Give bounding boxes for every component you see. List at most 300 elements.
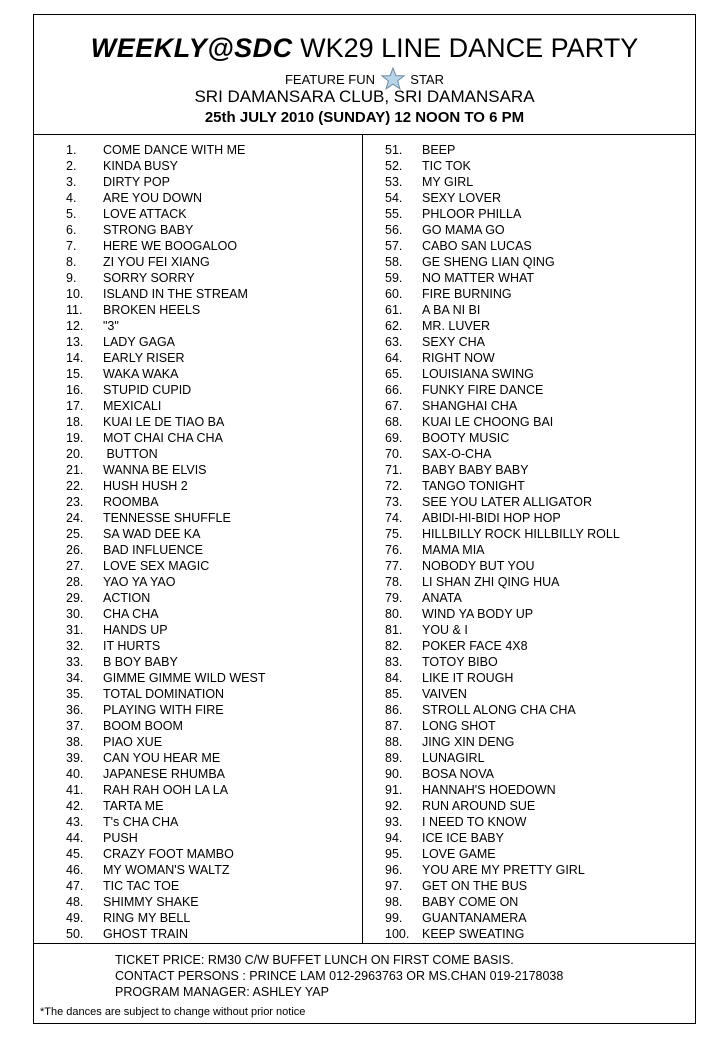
dance-number: 58. — [385, 255, 403, 269]
dance-title: FIRE BURNING — [422, 287, 512, 301]
dance-number: 39. — [66, 751, 84, 765]
list-item — [66, 430, 266, 446]
list-item — [385, 718, 620, 734]
dance-title: ISLAND IN THE STREAM — [103, 287, 248, 301]
dance-list-left — [66, 142, 266, 942]
list-item — [385, 686, 620, 702]
list-item — [385, 798, 620, 814]
list-item — [66, 318, 266, 334]
list-item — [66, 814, 266, 830]
list-item — [66, 238, 266, 254]
dance-number: 67. — [385, 399, 403, 413]
dance-title: SAX-O-CHA — [422, 447, 492, 461]
event-title: WK29 LINE DANCE PARTY — [292, 33, 639, 63]
dance-number: 65. — [385, 367, 403, 381]
list-item — [66, 158, 266, 174]
dance-title: WANNA BE ELVIS — [103, 463, 207, 477]
list-item — [385, 462, 620, 478]
list-item — [66, 590, 266, 606]
list-item — [66, 190, 266, 206]
dance-title: I NEED TO KNOW — [422, 815, 527, 829]
list-item — [385, 526, 620, 542]
dance-number: 45. — [66, 847, 84, 861]
dance-number: 95. — [385, 847, 403, 861]
list-item — [66, 382, 266, 398]
dance-title: MY WOMAN'S WALTZ — [103, 863, 230, 877]
dance-number: 12. — [66, 319, 84, 333]
dance-number: 84. — [385, 671, 403, 685]
list-item — [385, 814, 620, 830]
dance-number: 17. — [66, 399, 84, 413]
event-date: 25th JULY 2010 (SUNDAY) 12 NOON TO 6 PM — [204, 109, 525, 126]
list-item — [385, 254, 620, 270]
dance-number: 38. — [66, 735, 84, 749]
dance-number: 55. — [385, 207, 403, 221]
list-item — [385, 142, 620, 158]
dance-title: RUN AROUND SUE — [422, 799, 536, 813]
list-item — [385, 174, 620, 190]
dance-title: LOVE SEX MAGIC — [103, 559, 210, 573]
dance-title: GIMME GIMME WILD WEST — [103, 671, 266, 685]
dance-title: LADY GAGA — [103, 335, 176, 349]
list-item — [385, 238, 620, 254]
dance-number: 42. — [66, 799, 84, 813]
dance-title: LOVE GAME — [422, 847, 496, 861]
dance-title: ACTION — [103, 591, 151, 605]
dance-number: 63. — [385, 335, 403, 349]
list-item — [66, 574, 266, 590]
list-item — [66, 798, 266, 814]
dance-number: 40. — [66, 767, 84, 781]
dance-title: PIAO XUE — [103, 735, 163, 749]
dance-number: 78. — [385, 575, 403, 589]
list-item — [385, 222, 620, 238]
dance-title: ARE YOU DOWN — [103, 191, 203, 205]
list-item — [66, 734, 266, 750]
dance-number: 29. — [66, 591, 84, 605]
dance-title: TIC TAC TOE — [103, 879, 180, 893]
dance-number: 41. — [66, 783, 84, 797]
dance-number: 30. — [66, 607, 84, 621]
dance-number: 59. — [385, 271, 403, 285]
dance-number: 19. — [66, 431, 84, 445]
dance-number: 66. — [385, 383, 403, 397]
dance-number: 93. — [385, 815, 403, 829]
dance-number: 25. — [66, 527, 84, 541]
dance-number: 76. — [385, 543, 403, 557]
list-item — [66, 270, 266, 286]
dance-title: RIGHT NOW — [422, 351, 495, 365]
dance-title: DIRTY POP — [103, 175, 170, 189]
dance-number: 14. — [66, 351, 84, 365]
list-item — [385, 894, 620, 910]
list-item — [385, 414, 620, 430]
dance-title: PUSH — [103, 831, 138, 845]
dance-number: 27. — [66, 559, 84, 573]
dance-number: 6. — [66, 223, 77, 237]
list-item — [385, 510, 620, 526]
dance-number: 33. — [66, 655, 84, 669]
dance-number: 80. — [385, 607, 403, 621]
dance-number: 47. — [66, 879, 84, 893]
list-item — [66, 350, 266, 366]
dance-number: 28. — [66, 575, 84, 589]
dance-title: KEEP SWEATING — [422, 927, 525, 941]
dance-number: 54. — [385, 191, 403, 205]
dance-title: SHIMMY SHAKE — [103, 895, 199, 909]
list-item — [385, 766, 620, 782]
dance-title: GHOST TRAIN — [103, 927, 188, 941]
list-item — [385, 430, 620, 446]
list-item — [385, 286, 620, 302]
dance-title: JAPANESE RHUMBA — [103, 767, 226, 781]
change-notice: *The dances are subject to change without prior notice — [40, 1006, 306, 1018]
dance-number: 75. — [385, 527, 403, 541]
list-item — [66, 558, 266, 574]
dance-title: HERE WE BOOGALOO — [103, 239, 238, 253]
dance-number: 52. — [385, 159, 403, 173]
dance-number: 26. — [66, 543, 84, 557]
list-item — [385, 158, 620, 174]
dance-number: 73. — [385, 495, 403, 509]
list-item — [385, 190, 620, 206]
dance-title: NOBODY BUT YOU — [422, 559, 535, 573]
dance-number: 53. — [385, 175, 403, 189]
dance-title: SHANGHAI CHA — [422, 399, 518, 413]
dance-title: POKER FACE 4X8 — [422, 639, 528, 653]
dance-title: NO MATTER WHAT — [422, 271, 535, 285]
list-item — [66, 654, 266, 670]
dance-title: HANDS UP — [103, 623, 168, 637]
dance-number: 4. — [66, 191, 77, 205]
list-item — [66, 254, 266, 270]
list-item — [66, 766, 266, 782]
dance-number: 13. — [66, 335, 84, 349]
dance-number: 7. — [66, 239, 77, 253]
list-item — [66, 718, 266, 734]
list-item — [66, 206, 266, 222]
flyer-header — [34, 15, 695, 135]
list-item — [66, 222, 266, 238]
dance-title: MAMA MIA — [422, 543, 485, 557]
dance-title: GET ON THE BUS — [422, 879, 528, 893]
list-item — [66, 414, 266, 430]
dance-title: A BA NI BI — [422, 303, 481, 317]
dance-number: 68. — [385, 415, 403, 429]
dance-number: 62. — [385, 319, 403, 333]
dance-title: TOTAL DOMINATION — [103, 687, 225, 701]
dance-number: 89. — [385, 751, 403, 765]
column-divider — [362, 134, 363, 943]
dance-number: 9. — [66, 271, 77, 285]
list-item — [385, 382, 620, 398]
dance-number: 64. — [385, 351, 403, 365]
list-item — [385, 350, 620, 366]
dance-number: 72. — [385, 479, 403, 493]
dance-title: LUNAGIRL — [422, 751, 485, 765]
dance-title: GO MAMA GO — [422, 223, 505, 237]
venue: SRI DAMANSARA CLUB, SRI DAMANSARA — [194, 87, 535, 106]
dance-number: 8. — [66, 255, 77, 269]
dance-title: IT HURTS — [103, 639, 161, 653]
list-item — [66, 142, 266, 158]
page-title — [34, 33, 695, 63]
dance-number: 37. — [66, 719, 84, 733]
list-item — [385, 846, 620, 862]
list-item — [385, 606, 620, 622]
dance-list-right — [385, 142, 620, 942]
list-item — [66, 686, 266, 702]
dance-title: LI SHAN ZHI QING HUA — [422, 575, 560, 589]
list-item — [385, 926, 620, 942]
dance-title: TANGO TONIGHT — [422, 479, 525, 493]
dance-title: STROLL ALONG CHA CHA — [422, 703, 576, 717]
dance-title: BROKEN HEELS — [103, 303, 201, 317]
dance-number: 61. — [385, 303, 403, 317]
dance-number: 85. — [385, 687, 403, 701]
list-item — [66, 622, 266, 638]
dance-number: 96. — [385, 863, 403, 877]
list-item — [66, 926, 266, 942]
list-item — [385, 878, 620, 894]
dance-title: BABY BABY BABY — [422, 463, 529, 477]
list-item — [66, 750, 266, 766]
list-item — [385, 590, 620, 606]
dance-number: 21. — [66, 463, 84, 477]
list-item — [66, 606, 266, 622]
list-item — [385, 494, 620, 510]
feature-star-label: STAR — [410, 72, 444, 87]
dance-title: BEEP — [422, 143, 456, 157]
dance-number: 24. — [66, 511, 84, 525]
dance-title: LIKE IT ROUGH — [422, 671, 514, 685]
dance-number: 11. — [66, 303, 83, 317]
dance-number: 79. — [385, 591, 403, 605]
dance-title: KINDA BUSY — [103, 159, 179, 173]
list-item — [385, 750, 620, 766]
dance-number: 36. — [66, 703, 84, 717]
dance-title: TARTA ME — [103, 799, 164, 813]
dance-title: PLAYING WITH FIRE — [103, 703, 224, 717]
list-item — [66, 302, 266, 318]
dance-title: CRAZY FOOT MAMBO — [103, 847, 234, 861]
dance-title: YOU ARE MY PRETTY GIRL — [422, 863, 585, 877]
dance-title: HANNAH'S HOEDOWN — [422, 783, 556, 797]
flyer-frame — [33, 14, 696, 1024]
dance-number: 99. — [385, 911, 403, 925]
list-item — [385, 782, 620, 798]
list-item — [385, 654, 620, 670]
dance-number: 3. — [66, 175, 77, 189]
dance-title: ABIDI-HI-BIDI HOP HOP — [422, 511, 561, 525]
dance-title: ANATA — [422, 591, 462, 605]
list-item — [385, 446, 620, 462]
dance-number: 48. — [66, 895, 84, 909]
program-manager: PROGRAM MANAGER: ASHLEY YAP — [115, 985, 329, 999]
list-item — [385, 366, 620, 382]
dance-title: MEXICALI — [103, 399, 162, 413]
list-item — [385, 862, 620, 878]
dance-title: ZI YOU FEI XIANG — [103, 255, 210, 269]
dance-number: 69. — [385, 431, 403, 445]
list-item — [66, 862, 266, 878]
list-item — [66, 638, 266, 654]
dance-title: YAO YA YAO — [103, 575, 176, 589]
list-item — [66, 542, 266, 558]
list-item — [385, 318, 620, 334]
dance-number: 92. — [385, 799, 403, 813]
dance-number: 94. — [385, 831, 403, 845]
dance-title: FUNKY FIRE DANCE — [422, 383, 544, 397]
list-item — [385, 270, 620, 286]
dance-title: EARLY RISER — [103, 351, 185, 365]
dance-title: GUANTANAMERA — [422, 911, 527, 925]
dance-number: 83. — [385, 655, 403, 669]
dance-number: 77. — [385, 559, 403, 573]
dance-number: 2. — [66, 159, 77, 173]
dance-number: 70. — [385, 447, 403, 461]
dance-number: 10. — [66, 287, 84, 301]
dance-title: COME DANCE WITH ME — [103, 143, 246, 157]
dance-title: BOOTY MUSIC — [422, 431, 510, 445]
dance-number: 86. — [385, 703, 403, 717]
brand-name: WEEKLY@SDC — [90, 33, 293, 63]
dance-title: BOOM BOOM — [103, 719, 183, 733]
list-item — [385, 558, 620, 574]
dance-title: BAD INFLUENCE — [103, 543, 204, 557]
dance-number: 81. — [385, 623, 403, 637]
dance-title: CHA CHA — [103, 607, 159, 621]
list-item — [66, 478, 266, 494]
dance-title: TIC TOK — [422, 159, 471, 173]
dance-number: 15. — [66, 367, 84, 381]
dance-title: SEXY LOVER — [422, 191, 501, 205]
list-item — [66, 878, 266, 894]
dance-title: BOSA NOVA — [422, 767, 495, 781]
dance-number: 56. — [385, 223, 403, 237]
dance-title: KUAI LE CHOONG BAI — [422, 415, 554, 429]
dance-title: WAKA WAKA — [103, 367, 179, 381]
list-item — [66, 782, 266, 798]
info-section — [34, 943, 695, 1018]
dance-title: WIND YA BODY UP — [422, 607, 534, 621]
dance-title: SA WAD DEE KA — [103, 527, 201, 541]
dance-title: STUPID CUPID — [103, 383, 192, 397]
dance-number: 87. — [385, 719, 403, 733]
list-item — [66, 462, 266, 478]
dance-number: 50. — [66, 927, 84, 941]
list-item — [66, 334, 266, 350]
dance-number: 43. — [66, 815, 84, 829]
dance-number: 90. — [385, 767, 403, 781]
list-item — [385, 622, 620, 638]
dance-number: 18. — [66, 415, 84, 429]
dance-number: 51. — [385, 143, 403, 157]
dance-title: ROOMBA — [103, 495, 159, 509]
dance-title: MR. LUVER — [422, 319, 491, 333]
dance-number: 74. — [385, 511, 403, 525]
dance-title: HUSH HUSH 2 — [103, 479, 188, 493]
dance-title: RAH RAH OOH LA LA — [103, 783, 229, 797]
dance-title: VAIVEN — [422, 687, 467, 701]
list-item — [66, 526, 266, 542]
dance-title: CABO SAN LUCAS — [422, 239, 532, 253]
dance-title: KUAI LE DE TIAO BA — [103, 415, 225, 429]
dance-number: 60. — [385, 287, 403, 301]
list-item — [66, 398, 266, 414]
dance-title: T's CHA CHA — [103, 815, 179, 829]
dance-title: SORRY SORRY — [103, 271, 195, 285]
dance-title: MOT CHAI CHA CHA — [103, 431, 223, 445]
ticket-price: TICKET PRICE: RM30 C/W BUFFET LUNCH ON FIRST COME BASIS. — [115, 953, 514, 967]
list-item — [385, 302, 620, 318]
list-item — [66, 910, 266, 926]
dance-title: BUTTON — [103, 447, 158, 461]
dance-title: YOU & I — [422, 623, 468, 637]
dance-title: TENNESSE SHUFFLE — [103, 511, 231, 525]
dance-number: 1. — [66, 143, 77, 157]
list-item — [66, 702, 266, 718]
dance-number: 35. — [66, 687, 84, 701]
dance-title: LONG SHOT — [422, 719, 496, 733]
dance-title: JING XIN DENG — [422, 735, 515, 749]
dance-number: 16. — [66, 383, 84, 397]
list-item — [385, 910, 620, 926]
dance-title: PHLOOR PHILLA — [422, 207, 522, 221]
dance-number: 46. — [66, 863, 84, 877]
list-item — [385, 398, 620, 414]
dance-number: 100. — [385, 927, 410, 941]
dance-number: 34. — [66, 671, 84, 685]
dance-title: TOTOY BIBO — [422, 655, 498, 669]
dance-title: GE SHENG LIAN QING — [422, 255, 555, 269]
feature-label: FEATURE FUN — [284, 72, 376, 87]
list-item — [385, 574, 620, 590]
dance-title: B BOY BABY — [103, 655, 178, 669]
dance-number: 49. — [66, 911, 84, 925]
dance-number: 88. — [385, 735, 403, 749]
dance-number: 97. — [385, 879, 403, 893]
dance-title: MY GIRL — [422, 175, 474, 189]
list-item — [385, 670, 620, 686]
dance-number: 98. — [385, 895, 403, 909]
list-item — [66, 174, 266, 190]
list-item — [385, 734, 620, 750]
list-item — [385, 206, 620, 222]
dance-title: CAN YOU HEAR ME — [103, 751, 221, 765]
dance-title: BABY COME ON — [422, 895, 519, 909]
list-item — [66, 670, 266, 686]
list-item — [66, 830, 266, 846]
list-item — [385, 542, 620, 558]
dance-number: 91. — [385, 783, 403, 797]
list-item — [385, 702, 620, 718]
dance-number: 71. — [385, 463, 403, 477]
dance-number: 22. — [66, 479, 84, 493]
dance-title: SEXY CHA — [422, 335, 485, 349]
list-item — [66, 846, 266, 862]
dance-number: 44. — [66, 831, 84, 845]
dance-number: 32. — [66, 639, 84, 653]
list-item — [66, 286, 266, 302]
list-item — [385, 638, 620, 654]
dance-title: "3" — [103, 319, 119, 333]
list-item — [66, 894, 266, 910]
list-item — [66, 494, 266, 510]
dance-number: 82. — [385, 639, 403, 653]
dance-title: HILLBILLY ROCK HILLBILLY ROLL — [422, 527, 620, 541]
dance-number: 5. — [66, 207, 77, 221]
